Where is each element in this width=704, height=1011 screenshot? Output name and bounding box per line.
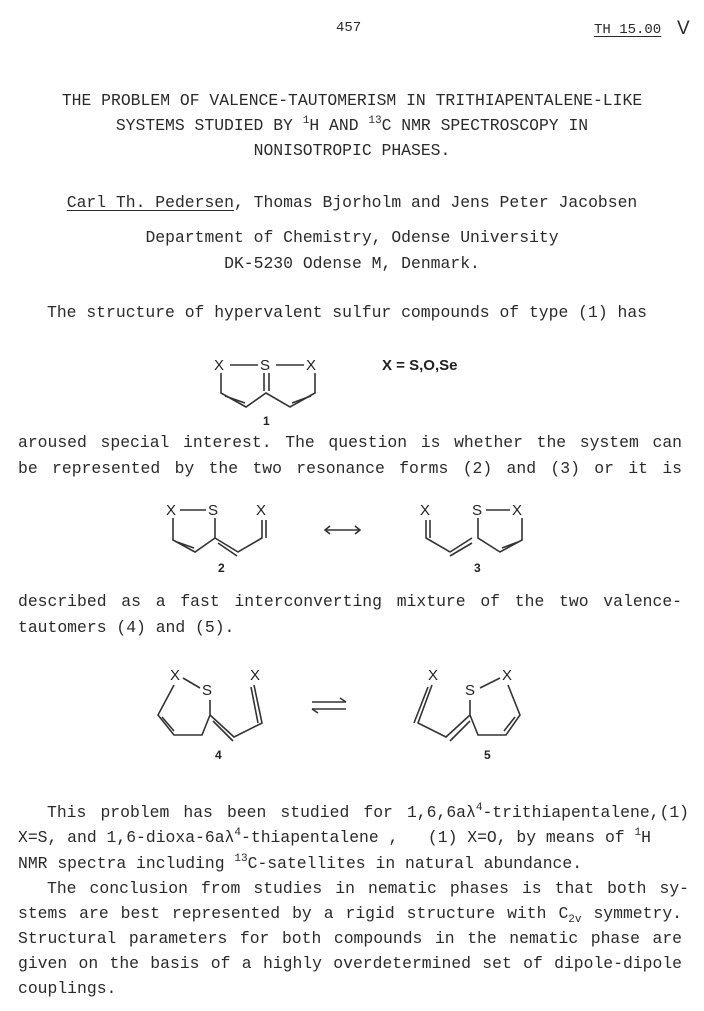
atom-s: S bbox=[202, 682, 213, 699]
paragraph-3-line-2: tautomers (4) and (5). bbox=[18, 618, 235, 637]
paragraph-4-line-1: This problem has been studied for $1,6,6a\lambda^4-trithiapentalene,(1)$ bbox=[47, 802, 689, 822]
atom-x: X bbox=[306, 357, 317, 374]
paragraph-5-line-1: The conclusion from studies in nematic phases is that both sy- bbox=[47, 879, 689, 898]
compound-label: 5 bbox=[484, 748, 491, 762]
atom-s: S bbox=[465, 682, 476, 699]
paragraph-5-line-4: given on the basis of a highly overdetermined set of dipole-dipole bbox=[18, 954, 682, 973]
structure-1 bbox=[190, 335, 510, 430]
atom-x: X bbox=[428, 667, 439, 684]
compound-label: 3 bbox=[474, 561, 481, 575]
authors: Carl Th. Pedersen, Thomas Bjorholm and Jens Peter Jacobsen bbox=[66, 193, 638, 212]
document-code: TH 15.00 bbox=[594, 22, 662, 38]
atom-x: X bbox=[420, 502, 431, 519]
page-number: 457 bbox=[336, 20, 362, 36]
atom-s: S bbox=[208, 502, 219, 519]
compound-label: 1 bbox=[263, 414, 270, 428]
atom-x: X bbox=[214, 357, 225, 374]
atom-x: X bbox=[250, 667, 261, 684]
affiliation-line-1: Department of Chemistry, Odense University bbox=[145, 228, 559, 247]
paragraph-4-line-3: NMR spectra including $^{13}$C-satellites in natural abundance. bbox=[18, 853, 583, 873]
title-line-3: NONISOTROPIC PHASES. bbox=[253, 141, 451, 160]
paragraph-5-line-3: Structural parameters for both compounds in the nematic phase are bbox=[18, 929, 682, 948]
paragraph-4-line-2: X=S, and $1,6-dioxa-6a\lambda^4$-thiapentalene , (1) X=O, by means of $^1$H bbox=[18, 827, 651, 847]
paragraph-2-line-1: aroused special interest. The question is whether the system can bbox=[18, 433, 682, 452]
title-line-2: SYSTEMS STUDIED BY $^1$H AND $^{13}$C NMR SPECTROSCOPY IN bbox=[115, 115, 589, 135]
atom-x: X bbox=[512, 502, 523, 519]
paragraph-5-line-2: stems are best represented by a rigid structure with $C_{2v}$ symmetry. bbox=[18, 904, 682, 926]
affiliation-line-2: DK-5230 Odense M, Denmark. bbox=[224, 254, 480, 273]
atom-x: X bbox=[256, 502, 267, 519]
atom-x: X bbox=[166, 502, 177, 519]
atom-s: S bbox=[472, 502, 483, 519]
atom-s: S bbox=[260, 357, 271, 374]
compound-label: 2 bbox=[218, 561, 225, 575]
structures-4-5 bbox=[150, 655, 570, 765]
atom-x: X bbox=[502, 667, 513, 684]
paragraph-1: The structure of hypervalent sulfur compounds of type (1) has bbox=[47, 303, 647, 322]
title-line-1: THE PROBLEM OF VALENCE-TAUTOMERISM IN TRITHIAPENTALENE-LIKE bbox=[61, 91, 643, 110]
structures-2-3 bbox=[150, 490, 570, 580]
paragraph-2-line-2: be represented by the two resonance forms (2) and (3) or it is bbox=[18, 459, 682, 478]
paragraph-5-line-5: couplings. bbox=[18, 979, 117, 998]
handwritten-mark: V bbox=[677, 18, 690, 39]
paragraph-3-line-1: described as a fast interconverting mixture of the two valence- bbox=[18, 592, 682, 611]
x-definition: X = S,O,Se bbox=[382, 357, 458, 374]
compound-label: 4 bbox=[215, 748, 222, 762]
atom-x: X bbox=[170, 667, 181, 684]
